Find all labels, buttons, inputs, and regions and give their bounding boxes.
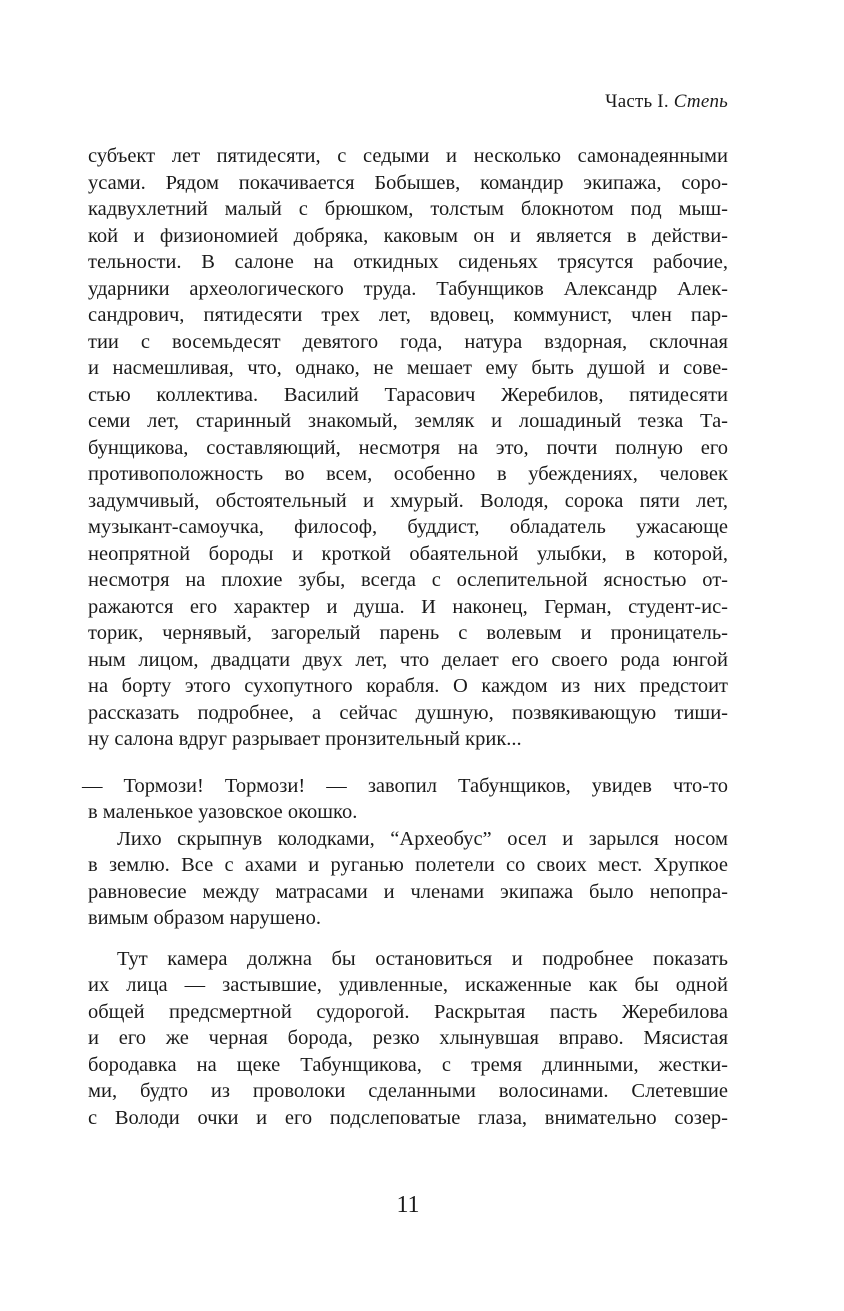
- text-line: равновесие между матрасами и членами экипажа было непопра-: [88, 880, 728, 903]
- text-line: и насмешливая, что, однако, не мешает ему быть душой и сове-: [88, 357, 728, 379]
- text-line: тии с восемьдесят девятого года, натура вздорная, склочная: [88, 330, 728, 353]
- text-line: и его же черная борода, резко хлынувшая вправо. Мясистая: [88, 1027, 728, 1049]
- text-line: в маленькое уазовское окошко.: [88, 801, 358, 823]
- text-line: общей предсмертной судорогой. Раскрытая пасть Жеребилова: [88, 1000, 728, 1023]
- text-line: Тут камера должна бы остановиться и подробнее показать: [117, 947, 728, 970]
- text-line: бунщикова, составляющий, несмотря на это, почти полную его: [88, 436, 728, 459]
- text-line: задумчивый, обстоятельный и хмурый. Володя, сорока пяти лет,: [88, 489, 728, 512]
- header-title: Степь: [673, 91, 728, 112]
- text-line: с Володи очки и его подслеповатые глаза, внимательно созер-: [88, 1106, 728, 1129]
- header-part: Часть I.: [605, 91, 669, 112]
- text-line: усами. Рядом покачивается Бобышев, командир экипажа, соро-: [88, 171, 728, 194]
- text-line: бородавка на щеке Табунщикова, с тремя длинными, жестки-: [88, 1053, 728, 1076]
- text-line: музыкант-самоучка, философ, буддист, обладатель ужасающе: [88, 516, 728, 538]
- page-number: 11: [396, 1192, 420, 1218]
- text-line: ным лицом, двадцати двух лет, что делает его своего рода юнгой: [88, 648, 728, 671]
- dialogue-paragraph: [82, 773, 728, 826]
- running-header: [605, 91, 728, 113]
- text-body: [82, 143, 728, 1131]
- text-line: субъект лет пятидесяти, с седыми и несколько самонадеянными: [88, 145, 728, 167]
- text-line: противоположность во всем, особенно в убеждениях, человек: [88, 463, 728, 485]
- text-line: вимым образом нарушено.: [88, 907, 321, 929]
- text-line: Лихо скрыпнув колодками, “Археобус” осел и зарылся носом: [117, 827, 728, 850]
- text-line: торик, чернявый, загорелый парень с волевым и проницатель-: [88, 622, 728, 644]
- paragraph-2: [88, 826, 728, 932]
- section-gap: [88, 753, 728, 773]
- paragraph-3: [88, 946, 728, 1132]
- text-line: в землю. Все с ахами и руганью полетели со своих мест. Хрупкое: [88, 854, 728, 876]
- text-line: сандрович, пятидесяти трех лет, вдовец, коммунист, член пар-: [88, 304, 728, 326]
- text-line: стью коллектива. Василий Тарасович Жеребилов, пятидесяти: [88, 383, 728, 406]
- text-line: — Тормози! Тормози! — завопил Табунщиков, увидев что-то: [82, 774, 728, 797]
- text-line: неопрятной бороды и кроткой обаятельной улыбки, в которой,: [88, 542, 728, 565]
- text-line: их лица — застывшие, удивленные, искаженные как бы одной: [88, 974, 728, 996]
- text-line: кой и физиономией добряка, каковым он и является в действи-: [88, 224, 728, 247]
- text-line: на борту этого сухопутного корабля. О каждом из них предстоит: [88, 675, 728, 697]
- section-gap: [88, 932, 728, 946]
- text-line: несмотря на плохие зубы, всегда с ослепительной ясностью от-: [88, 569, 728, 591]
- paragraph-1: [88, 143, 728, 753]
- text-line: рассказать подробнее, а сейчас душную, позвякивающую тиши-: [88, 701, 728, 724]
- text-line: ну салона вдруг разрывает пронзительный крик...: [88, 728, 522, 750]
- text-line: ражаются его характер и душа. И наконец, Герман, студент-ис-: [88, 595, 728, 618]
- text-line: тельности. В салоне на откидных сиденьях трясутся рабочие,: [88, 251, 728, 273]
- text-line: ми, будто из проволоки сделанными волосинами. Слетевшие: [88, 1080, 728, 1102]
- text-line: кадвухлетний малый с брюшком, толстым блокнотом под мыш-: [88, 198, 728, 220]
- text-line: семи лет, старинный знакомый, земляк и лошадиный тезка Та-: [88, 410, 728, 432]
- text-line: ударники археологического труда. Табунщиков Александр Алек-: [88, 277, 728, 300]
